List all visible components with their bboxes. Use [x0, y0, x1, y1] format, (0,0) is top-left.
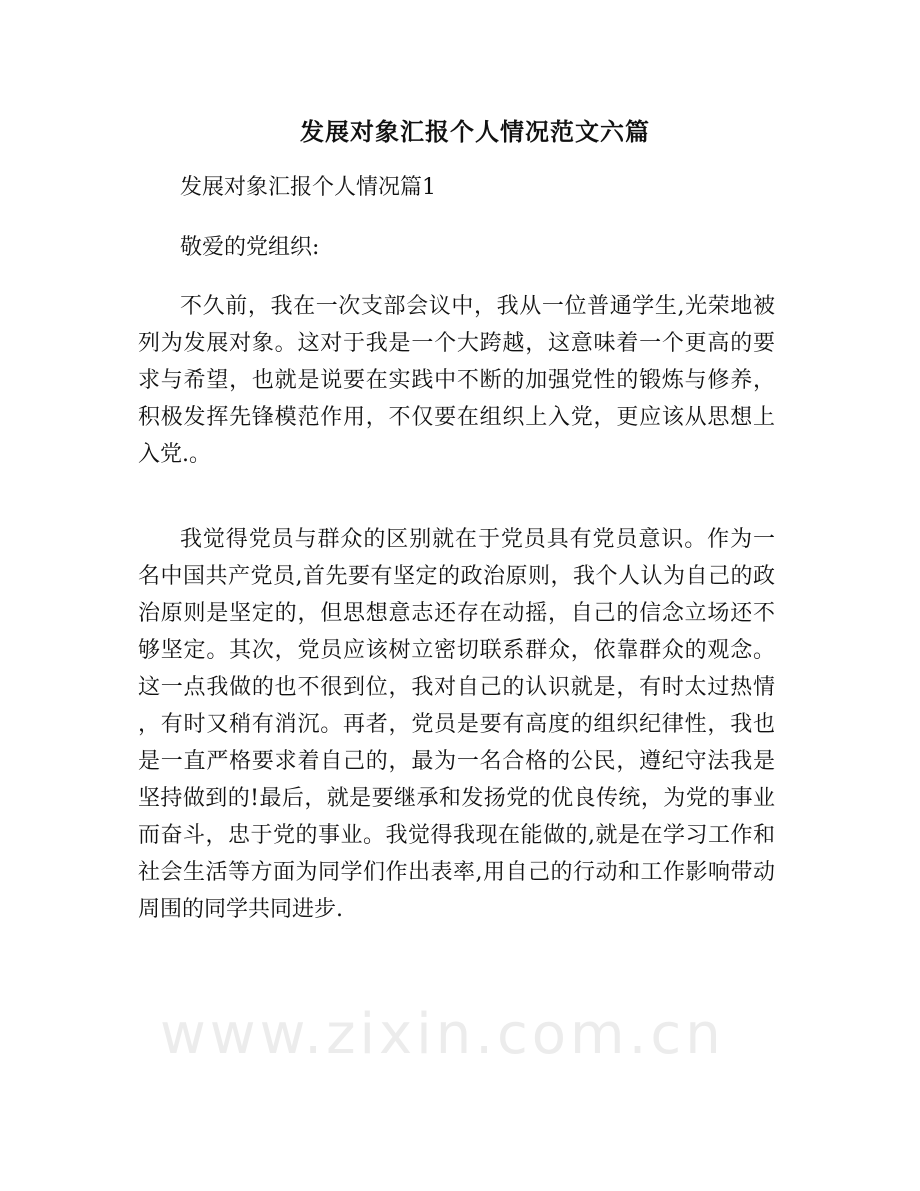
paragraph-line: 求与希望，也就是说要在实践中不断的加强党性的锻炼与修养， — [138, 368, 775, 393]
paragraph-line: 不久前，我在一次支部会议中，我从一位普通学生,光荣地被 — [180, 294, 775, 319]
paragraph-line: 积极发挥先锋模范作用，不仅要在组织上入党，更应该从思想上 — [138, 405, 775, 430]
paragraph-line: 名中国共产党员,首先要有坚定的政治原则，我个人认为自己的政 — [138, 564, 775, 589]
paragraph-line: 我觉得党员与群众的区别就在于党员具有党员意识。作为一 — [180, 527, 775, 552]
paragraph-line: 治原则是坚定的，但思想意志还存在动摇，自己的信念立场还不 — [138, 601, 775, 626]
section-heading: 发展对象汇报个人情况篇1 — [180, 175, 436, 200]
paragraph-line: 社会生活等方面为同学们作出表率,用自己的行动和工作影响带动 — [138, 860, 775, 885]
paragraph-line: 是一直严格要求着自己的，最为一名合格的公民，遵纪守法我是 — [138, 749, 775, 774]
paragraph-line: 列为发展对象。这对于我是一个大跨越，这意味着一个更高的要 — [138, 331, 775, 356]
watermark: www.zixin.com.cn — [160, 1002, 725, 1067]
paragraph-line: 这一点我做的也不很到位，我对自己的认识就是，有时太过热情 — [138, 675, 775, 700]
paragraph-line: 入党.。 — [138, 442, 211, 467]
paragraph-line: 够坚定。其次，党员应该树立密切联系群众，依靠群众的观念。 — [138, 638, 775, 663]
paragraph-line: 而奋斗，忠于党的事业。我觉得我现在能做的,就是在学习工作和 — [138, 823, 775, 848]
paragraph-line: 坚持做到的!最后，就是要继承和发扬党的优良传统，为党的事业 — [138, 786, 775, 811]
paragraph-line: 周围的同学共同进步. — [138, 897, 343, 922]
paragraph-line: ，有时又稍有消沉。再者，党员是要有高度的组织纪律性，我也 — [138, 712, 775, 737]
document-title: 发展对象汇报个人情况范文六篇 — [300, 117, 650, 146]
greeting: 敬爱的党组织: — [180, 235, 320, 260]
